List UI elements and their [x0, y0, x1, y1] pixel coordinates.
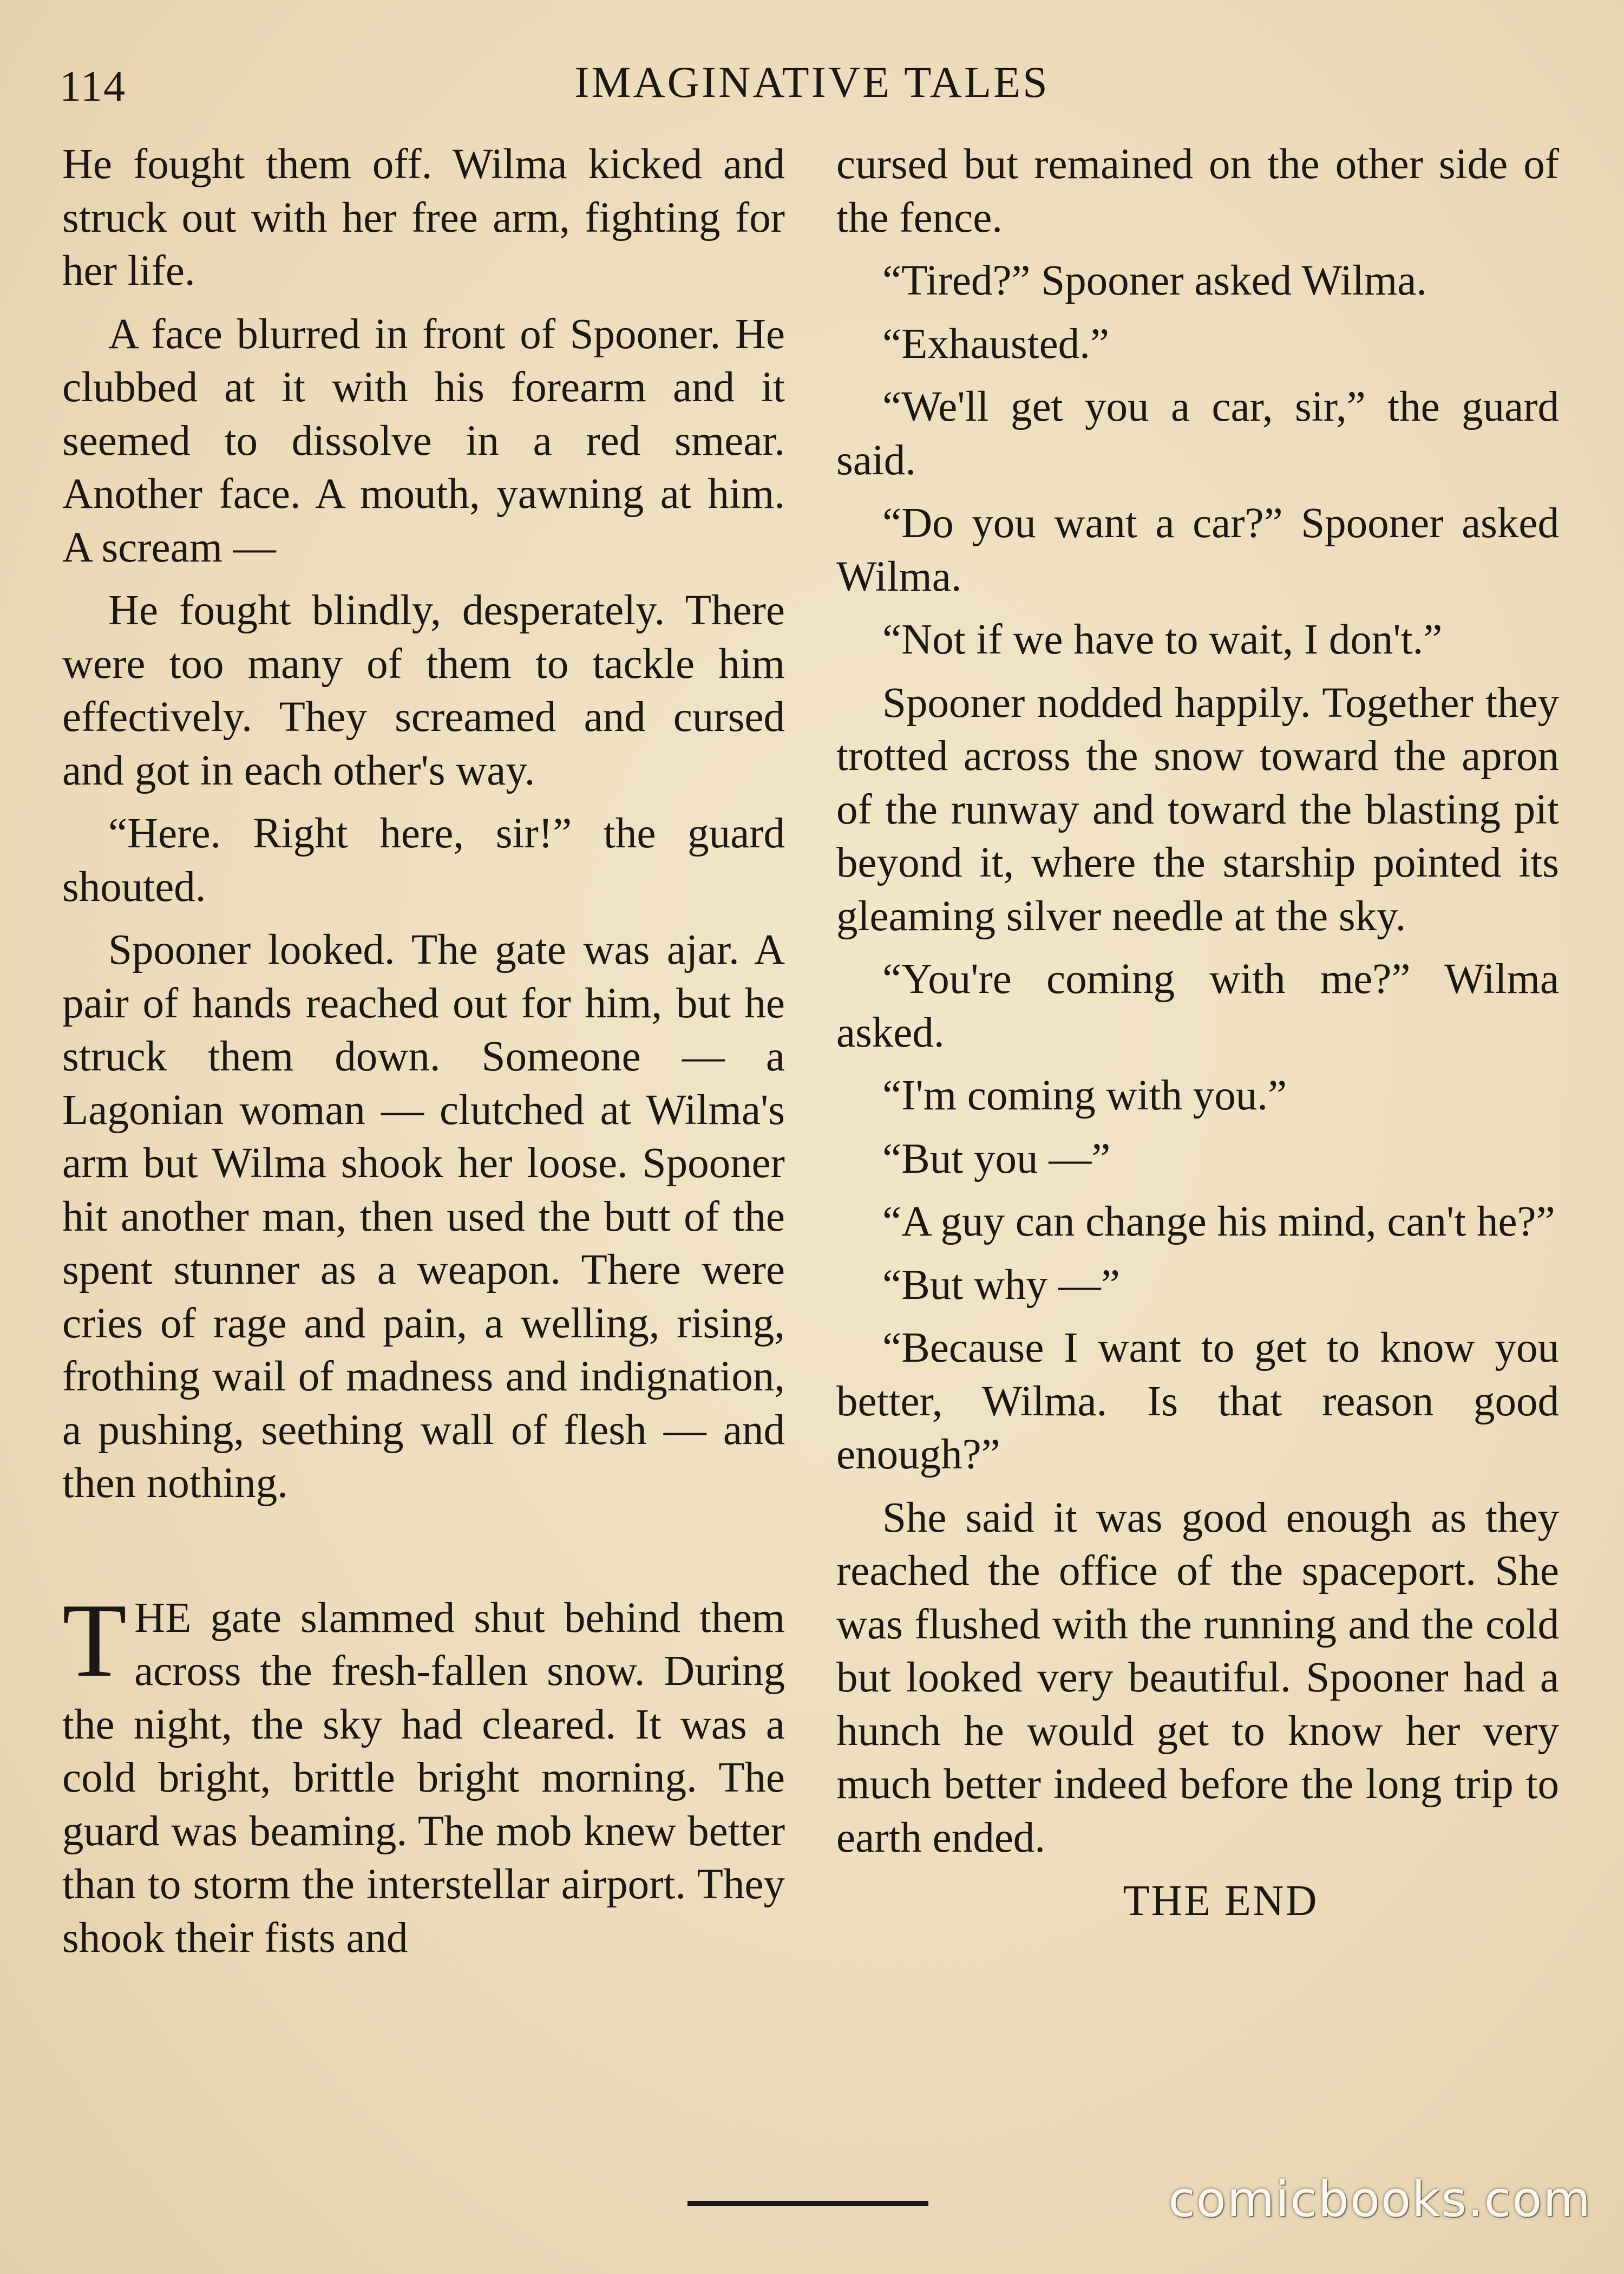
paragraph: “A guy can change his mind, can't he?” — [882, 1198, 1555, 1245]
paragraph: Spooner looked. The gate was ajar. A pair of hands reached out for him, but he struck them down. Someone — a Lagonian woman — clutched at Wilma's arm but Wilma shook her loose. Spooner hit another man, then used the butt of the spent stunner as a weapon. There were cries of rage and pain, a welling, rising, frothing wail of madness and indignation, a pushing, seething wall of flesh — and then nothing. — [62, 926, 785, 1507]
end-rule-divider — [687, 2201, 928, 2206]
paragraph: “Here. Right here, sir!” the guard shouted. — [62, 810, 785, 911]
paragraph: A face blurred in front of Spooner. He clubbed at it with his forearm and it seemed to dissolve in a red smear. Another face. A mouth, yawning at him. A scream — — [62, 310, 785, 571]
page-header — [60, 57, 1564, 116]
paragraph: Spooner nodded happily. Together they trotted across the snow toward the apron of the runway and toward the blasting pit beyond it, where the starship pointed its gleaming silver needle at the sky. — [836, 679, 1559, 940]
the-end-label: THE END — [1123, 1877, 1319, 1925]
page-number: 114 — [60, 63, 127, 110]
paragraph: “You're coming with me?” Wilma asked. — [836, 956, 1559, 1056]
paragraph: She said it was good enough as they reached the office of the spaceport. She was flushed with the running and the cold but looked very beautiful. Spooner had a hunch he would get to know her very much better indeed before the long trip to earth ended. — [836, 1494, 1559, 1861]
paragraph: “Not if we have to wait, I don't.” — [882, 616, 1443, 663]
paragraph: “We'll get you a car, sir,” the guard said. — [836, 383, 1559, 484]
paragraph: “Tired?” Spooner asked Wilma. — [882, 257, 1427, 304]
paragraph: cursed but remained on the other side of the fence. — [836, 141, 1559, 241]
paragraph: “Do you want a car?” Spooner asked Wilma. — [836, 500, 1559, 600]
right-column — [836, 138, 1559, 1938]
paragraph: “Exhausted.” — [882, 320, 1109, 368]
paragraph: He fought blindly, desperately. There were too many of them to tackle him effectively. They screamed and cursed and got in each other's way. — [62, 587, 785, 794]
paragraph: He fought them off. Wilma kicked and struck out with her free arm, fighting for her life. — [62, 141, 785, 295]
paragraph: “I'm coming with you.” — [882, 1072, 1287, 1119]
watermark: comicbooks.com — [1168, 2171, 1592, 2228]
paragraph: “But why —” — [882, 1261, 1120, 1309]
paragraph: “But you —” — [882, 1135, 1111, 1182]
section-opening-paragraph — [62, 1582, 785, 1965]
section-text: HE gate slammed shut behind them across the fresh-fallen snow. During the night, the sky had cleared. It was a cold bright, brittle bright morning. The guard was beaming. The mob knew better than to storm the interstellar airport. They shook their fists and — [62, 1594, 785, 1962]
running-title: IMAGINATIVE TALES — [574, 57, 1050, 107]
drop-cap: T — [62, 1582, 127, 1699]
left-column — [62, 138, 785, 1975]
paragraph: “Because I want to get to know you better, Wilma. Is that reason good enough?” — [836, 1324, 1559, 1478]
